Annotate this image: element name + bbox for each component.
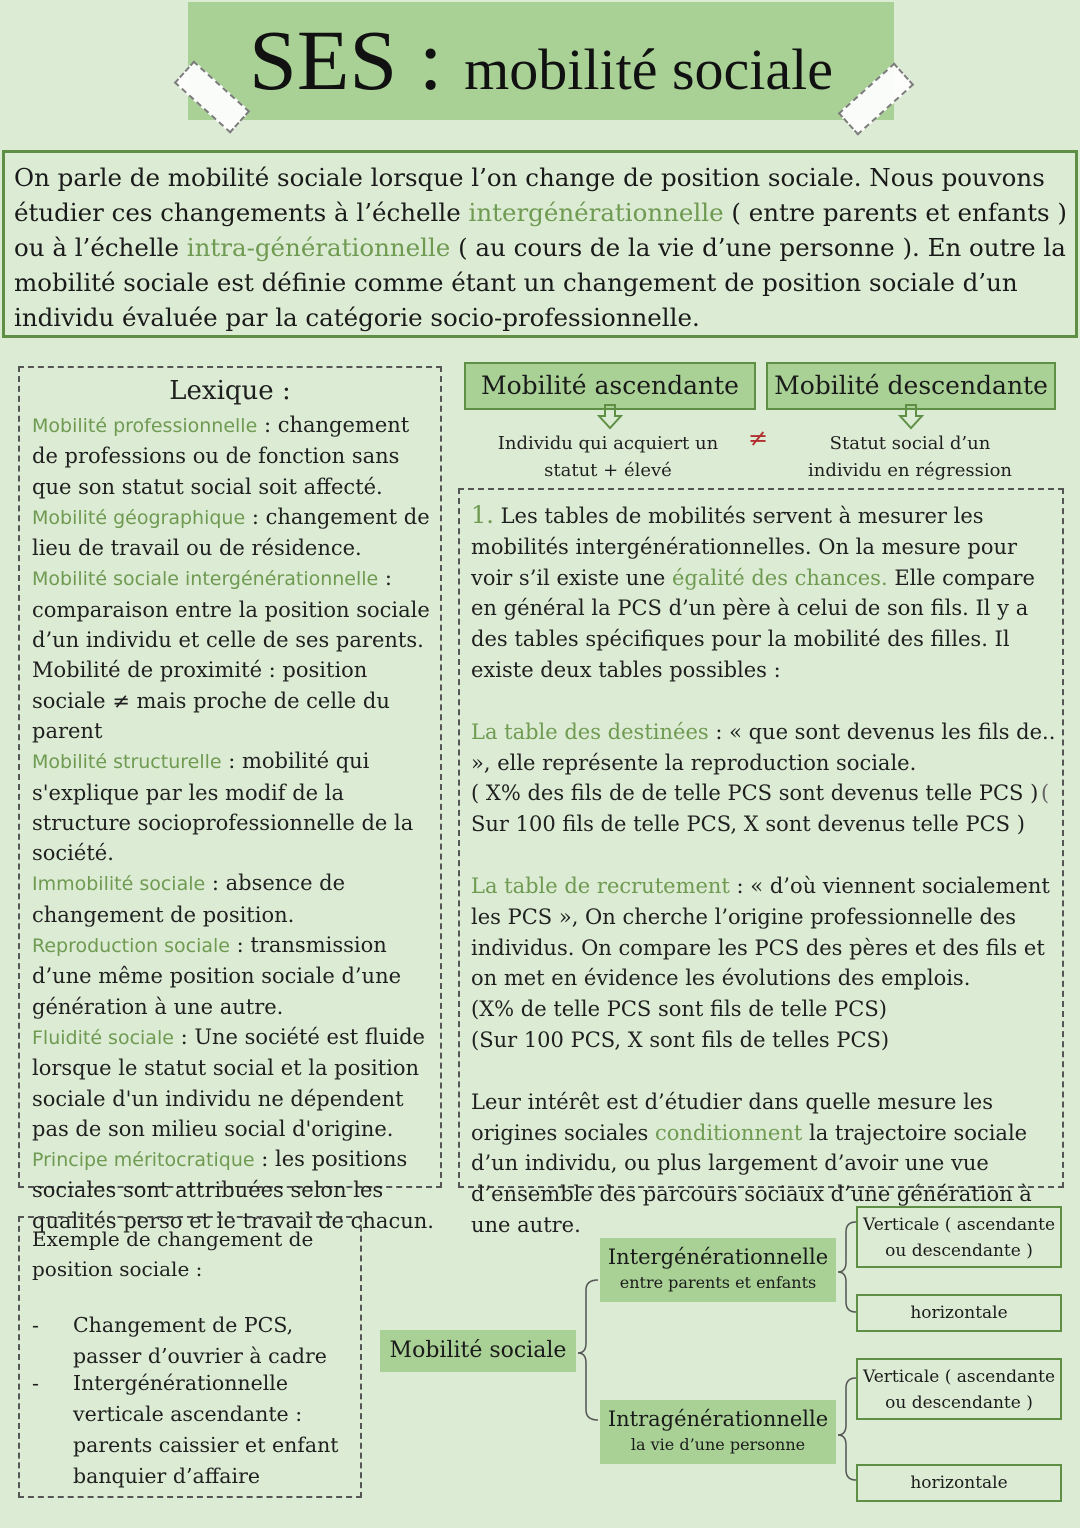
tables-paragraph-recrutement (471, 871, 1056, 1056)
tables-text: (Sur 100 PCS, X sont fils de telles PCS) (471, 1027, 890, 1052)
lexique-definition: : changement de professions ou de fonction sans que son statut social soit affecté. (32, 413, 410, 499)
tables-text: Elle compare en général la PCS d’un père à celui de son fils. Il y a des tables spécifiques pour la mobilité des filles. Il existe deux tables possibles : (471, 565, 1035, 682)
intro-text-1: On parle de mobilité sociale lorsque l’on change de position sociale. Nous pouvons étudier ces changements à l’échelle (14, 163, 1045, 227)
tables-highlight-egalite-chances: égalité des chances. (671, 565, 888, 590)
lexique-entry (32, 930, 434, 1022)
lexique-term: Principe méritocratique (32, 1149, 255, 1172)
lexique-term: Mobilité structurelle (32, 751, 222, 774)
tables-paragraph-1 (471, 500, 1056, 686)
example-title: Exemple de changement de position sociale : (32, 1227, 314, 1281)
diagram-leaf-intra-horizontale: horizontale (856, 1464, 1062, 1502)
lexique-entry (32, 1022, 434, 1144)
mobilite-ascendante-desc (480, 430, 736, 484)
arrow-down-icon (898, 404, 924, 430)
lexique-entry (32, 502, 434, 564)
lexique-term: Fluidité sociale (32, 1026, 174, 1049)
lexique-definition: : comparaison entre la position sociale d’un individu et celle de ses parents. (32, 566, 430, 653)
example-item (32, 1368, 352, 1492)
title-subject: mobilité sociale (464, 37, 833, 102)
lexique-term: Reproduction sociale (32, 935, 230, 958)
mobilite-ascendante-desc-line1: Individu qui acquiert un (497, 433, 719, 454)
arrow-down-icon (597, 404, 623, 430)
diagram-node-intergenerationnelle (600, 1238, 836, 1302)
lexique-entry (32, 746, 434, 868)
diagram-node-subtitle: la vie d’une personne (630, 1435, 806, 1454)
tables-text: : « que sont devenus les fils de.. », elle représente la reproduction sociale. (471, 719, 1056, 775)
tables-number: 1. (471, 501, 494, 529)
intro-text-2: ( entre parents et enfants ) ou à l’échelle (14, 198, 1067, 262)
list-dash: - (32, 1371, 39, 1395)
tables-text: Leur intérêt est d’étudier dans quelle mesure les origines sociales (471, 1089, 994, 1145)
lexique-term: Mobilité sociale intergénérationnelle (32, 568, 379, 591)
diagram-node-title: Intragénérationnelle (607, 1407, 829, 1431)
mobilite-descendante-desc (790, 430, 1030, 484)
mobilite-descendante-desc-line2: individu en régression (807, 460, 1013, 481)
tables-text: : « d’où viennent socialement les PCS », On cherche l’origine professionnelle des individus. On compare les PCS des pères et des fils et on met en évidence les évolutions des emplois. (471, 873, 1050, 991)
intro-highlight-intragenerationnelle: intra-générationnelle (186, 233, 451, 262)
table-destinees-label: La table des destinées (471, 719, 709, 744)
mobilite-ascendante-desc-line2: statut + élevé (544, 460, 672, 481)
intro-highlight-intergenerationnelle: intergénérationnelle (468, 198, 724, 227)
tables-paragraph-destinees (471, 717, 1056, 840)
not-equal-sign: ≠ (748, 424, 769, 452)
lexique-title: Lexique : (169, 376, 291, 406)
lexique-entry (32, 410, 434, 502)
lexique-definition: : Une société est fluide lorsque le statut social et la position sociale d'un individu ne dépendent pas de son milieu social d'origine. (32, 1024, 425, 1141)
lexique-entry (32, 868, 434, 930)
diagram-root-mobilite-sociale: Mobilité sociale (380, 1330, 576, 1372)
lexique-entry (32, 563, 434, 655)
title-colon: : (397, 12, 465, 108)
tables-text: la trajectoire sociale d’un individu, ou plus largement d’avoir une vue d’ensemble des parcours sociaux d’une génération à une autre. (471, 1120, 1032, 1237)
example-item (32, 1310, 352, 1372)
tables-text: Les tables de mobilités servent à mesurer les mobilités intergénérationnelles. On la mesure pour voir s’il existe une (471, 504, 1018, 590)
example-item-text: Intergénérationnelle verticale ascendante : parents caissier et enfant banquier d’affaire (73, 1371, 339, 1488)
list-dash: - (32, 1313, 39, 1337)
diagram-leaf-inter-horizontale: horizontale (856, 1294, 1062, 1332)
stray-parenthesis: ( (1041, 781, 1050, 806)
intro-paragraph (14, 160, 1072, 335)
lexique-term: Immobilité sociale (32, 873, 206, 896)
mobilite-descendante-label: Mobilité descendante (766, 362, 1056, 410)
lexique-definition: : changement de lieu de travail ou de résidence. (32, 504, 430, 561)
tables-highlight-conditionnent: conditionnent (654, 1120, 803, 1145)
lexique-definition: : mobilité qui s'explique par les modif de la structure socioprofessionnelle de la société. (32, 749, 414, 866)
lexique-term: Mobilité géographique (32, 506, 246, 529)
diagram-node-intragenerationnelle (600, 1400, 836, 1464)
table-recrutement-label: La table de recrutement (471, 873, 730, 898)
tables-section (471, 500, 1056, 1272)
diagram-leaf-intra-verticale: Verticale ( ascendante ou descendante ) (856, 1358, 1062, 1420)
lexique-definition: : absence de changement de position. (32, 871, 346, 927)
tables-text: Sur 100 fils de telle PCS, X sont devenus telle PCS ) (471, 812, 1025, 837)
mobilite-descendante-desc-line1: Statut social d’un (829, 433, 991, 454)
diagram-leaf-inter-verticale: Verticale ( ascendante ou descendante ) (856, 1206, 1062, 1268)
intro-text-3: ( au cours de la vie d’une personne ). En outre la mobilité sociale est définie comme étant un changement de position sociale d’un individu évaluée par la catégorie socio-professionnelle. (14, 233, 1066, 332)
lexique-list (32, 410, 434, 1236)
title-ses: SES (249, 12, 398, 108)
example-item-text: Changement de PCS, passer d’ouvrier à cadre (73, 1313, 327, 1368)
page-title (188, 10, 894, 120)
tables-text: (X% de telle PCS sont fils de telle PCS) (471, 997, 887, 1022)
mobilite-ascendante-label: Mobilité ascendante (464, 362, 756, 410)
lexique-term: Mobilité professionnelle (32, 415, 258, 437)
tables-text: ( X% des fils de de telle PCS sont devenus telle PCS ) (471, 781, 1039, 806)
lexique-definition: : transmission d’une même position sociale d’une génération à une autre. (32, 933, 402, 1019)
lexique-definition: : les positions sociales sont attribuées selon les qualités perso et le travail de chacun. (32, 1147, 434, 1233)
diagram-node-title: Intergénérationnelle (607, 1245, 829, 1269)
lexique-entry (32, 655, 434, 746)
diagram-node-subtitle: entre parents et enfants (619, 1273, 817, 1292)
lexique-definition: Mobilité de proximité : position sociale ≠ mais proche de celle du parent (32, 658, 390, 743)
